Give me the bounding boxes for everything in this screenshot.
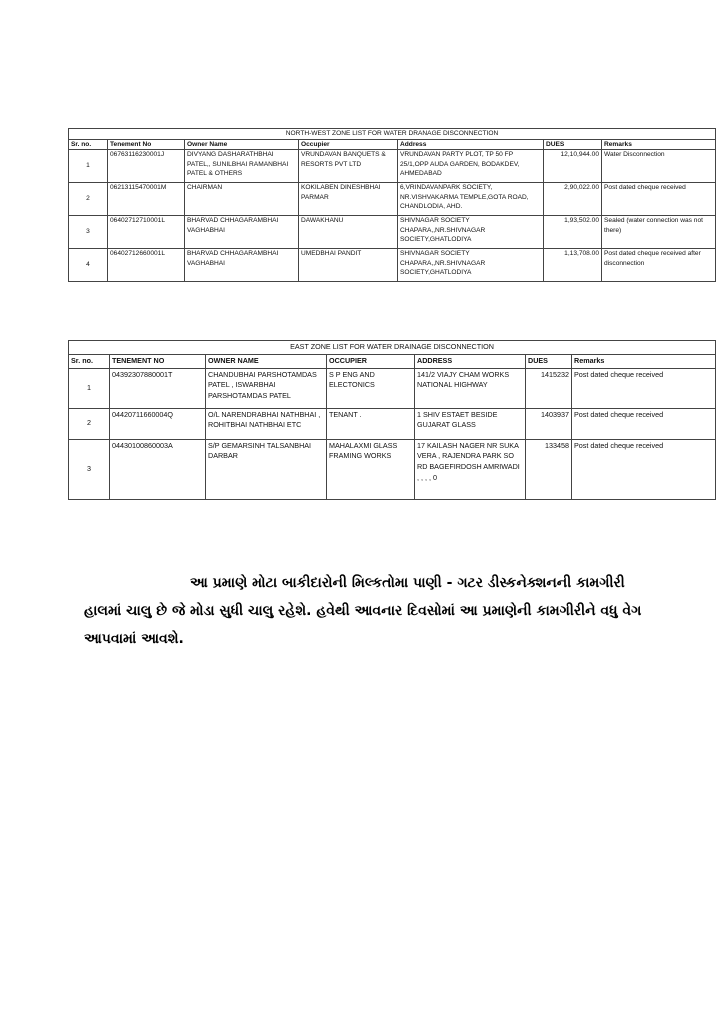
table-cell: 12,10,944.00 <box>544 150 602 183</box>
table-title: NORTH-WEST ZONE LIST FOR WATER DRANAGE DISCONNECTION <box>69 129 716 140</box>
table-cell: CHAIRMAN <box>185 183 299 216</box>
header-cell: OWNER NAME <box>206 354 327 368</box>
table-row <box>69 439 716 499</box>
table-cell: 06402712660001L <box>108 249 185 282</box>
table-row <box>69 216 716 249</box>
table-cell: DAWAKHANU <box>299 216 398 249</box>
header-cell: Remarks <box>602 139 716 150</box>
table-cell: VRUNDAVAN PARTY PLOT, TP 50 FP 25/1,OPP AUDA GARDEN, BODAKDEV, AHMEDABAD <box>398 150 544 183</box>
table-cell: Water Disconnection <box>602 150 716 183</box>
table-cell: S P ENG AND ELECTONICS <box>327 368 415 408</box>
table-cell: UMEDBHAI PANDIT <box>299 249 398 282</box>
table-cell: 04420711660004Q <box>110 408 206 439</box>
table-cell: S/P GEMARSINH TALSANBHAI DARBAR <box>206 439 327 499</box>
table-cell: Sealed (water connection was not there) <box>602 216 716 249</box>
header-cell: Occupier <box>299 139 398 150</box>
table-cell: TENANT . <box>327 408 415 439</box>
table-cell: 3 <box>69 439 110 499</box>
east-zone-table <box>68 340 716 500</box>
header-cell: ADDRESS <box>415 354 526 368</box>
table-cell: 3 <box>69 216 108 249</box>
table-cell: SHIVNAGAR SOCIETY CHAPARA,,NR.SHIVNAGAR SOCIETY,GHATLODIYA <box>398 216 544 249</box>
header-cell: DUES <box>544 139 602 150</box>
paragraph-line-2: હાલમાં ચાલુ છે જે મોડા સુધી ચાલુ રહેશે. હવેથી આવનાર દિવસોમાં આ પ્રમાણેની કામગીરીને વધુ વેગ <box>84 603 642 619</box>
header-cell: OCCUPIER <box>327 354 415 368</box>
header-row <box>69 139 716 150</box>
table-cell: Post dated cheque received <box>572 368 716 408</box>
table-cell: Post dated cheque received <box>572 439 716 499</box>
table-cell: 2,90,022.00 <box>544 183 602 216</box>
table-cell: 1415232 <box>526 368 572 408</box>
north-west-zone-table <box>68 128 716 282</box>
table-row <box>69 368 716 408</box>
table-cell: 6,VRINDAVANPARK SOCIETY, NR.VISHVAKARMA TEMPLE,GOTA ROAD, CHANDLODIA, AHD. <box>398 183 544 216</box>
header-row <box>69 354 716 368</box>
table-cell: BHARVAD CHHAGARAMBHAI VAGHABHAI <box>185 249 299 282</box>
table-cell: KOKILABEN DINESHBHAI PARMAR <box>299 183 398 216</box>
table-row <box>69 183 716 216</box>
table-row <box>69 408 716 439</box>
paragraph-line-1: આ પ્રમાણે મોટા બાકીદારોની મિલ્કતોમા પાણી - ગટર ડીસ્કનેક્શનની કામગીરી <box>190 575 625 591</box>
header-cell: TENEMENT NO <box>110 354 206 368</box>
table-cell: BHARVAD CHHAGARAMBHAI VAGHABHAI <box>185 216 299 249</box>
header-cell: Tenement No <box>108 139 185 150</box>
table-cell: 133458 <box>526 439 572 499</box>
table-cell: 4 <box>69 249 108 282</box>
table-title: EAST ZONE LIST FOR WATER DRAINAGE DISCONNECTION <box>69 341 716 355</box>
header-cell: Owner Name <box>185 139 299 150</box>
table-cell: 1,93,502.00 <box>544 216 602 249</box>
table-cell: 04430100860003A <box>110 439 206 499</box>
table-cell: Post dated cheque received <box>602 183 716 216</box>
table-cell: 1 <box>69 368 110 408</box>
table-cell: VRUNDAVAN BANQUETS & RESORTS PVT LTD <box>299 150 398 183</box>
table-row <box>69 249 716 282</box>
paragraph-line-3: આપવામાં આવશે. <box>84 631 184 647</box>
header-cell: Sr. no. <box>69 139 108 150</box>
table-cell: 1,13,708.00 <box>544 249 602 282</box>
table-cell: 06402712710001L <box>108 216 185 249</box>
table-cell: SHIVNAGAR SOCIETY CHAPARA,,NR.SHIVNAGAR SOCIETY,GHATLODIYA <box>398 249 544 282</box>
table-cell: 1 SHIV ESTAET BESIDE GUJARAT GLASS <box>415 408 526 439</box>
table-cell: 06763116230001J <box>108 150 185 183</box>
table-cell: 1 <box>69 150 108 183</box>
table-cell: 2 <box>69 183 108 216</box>
table-cell: Post dated cheque received after disconnection <box>602 249 716 282</box>
table-cell: Post dated cheque received <box>572 408 716 439</box>
table-cell: MAHALAXMI GLASS FRAMING WORKS <box>327 439 415 499</box>
header-cell: Sr. no. <box>69 354 110 368</box>
table-cell: 06213115470001M <box>108 183 185 216</box>
table-cell: 17 KAILASH NAGER NR SUKA VERA , RAJENDRA PARK SO RD BAGEFIRDOSH AMRIWADI , , , , 0 <box>415 439 526 499</box>
table-cell: 04392307880001T <box>110 368 206 408</box>
header-cell: Remarks <box>572 354 716 368</box>
table-cell: CHANDUBHAI PARSHOTAMDAS PATEL , ISWARBHAI PARSHOTAMDAS PATEL <box>206 368 327 408</box>
table-row <box>69 150 716 183</box>
table-cell: 141/2 VIAJY CHAM WORKS NATIONAL HIGHWAY <box>415 368 526 408</box>
header-cell: DUES <box>526 354 572 368</box>
table-cell: 2 <box>69 408 110 439</box>
table-cell: DIVYANG DASHARATHBHAI PATEL,, SUNILBHAI RAMANBHAI PATEL & OTHERS <box>185 150 299 183</box>
header-cell: Address <box>398 139 544 150</box>
table-cell: O/L NARENDRABHAI NATHBHAI , ROHITBHAI NATHBHAI ETC <box>206 408 327 439</box>
table-cell: 1403937 <box>526 408 572 439</box>
